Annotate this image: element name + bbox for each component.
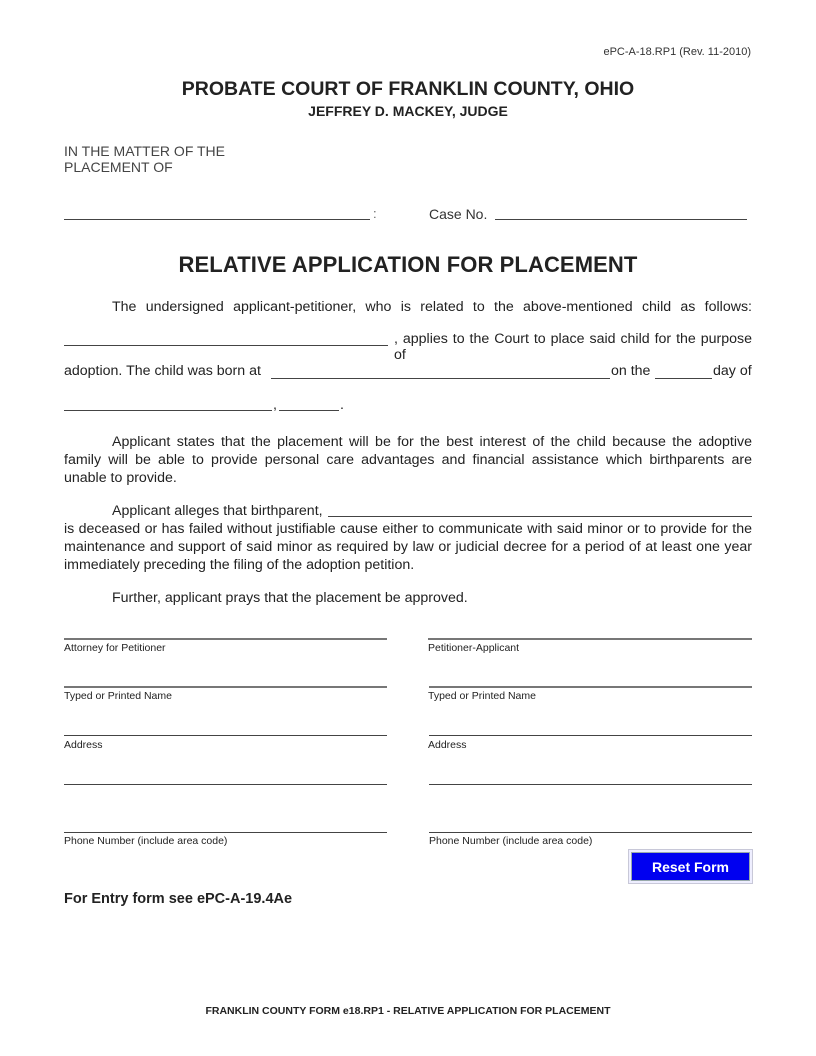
caption-colon: : [373, 206, 377, 221]
matter-caption [64, 143, 225, 175]
petitioner-address-line-2[interactable] [429, 784, 752, 785]
para1-born-at: adoption. The child was born at [64, 363, 261, 379]
attorney-signature-label: Attorney for Petitioner [64, 642, 166, 654]
birthparent-field[interactable] [328, 516, 752, 517]
document-title: RELATIVE APPLICATION FOR PLACEMENT [178, 252, 638, 277]
para1-intro: The undersigned applicant-petitioner, who is related to the above-mentioned child as follows: [112, 299, 752, 315]
reset-button-frame [628, 849, 753, 884]
petitioner-address-line-1[interactable] [429, 735, 752, 736]
para2-best-interest: Applicant states that the placement will be for the best interest of the child because the adoptive family will be able to provide personal care advantages and financial assistance which birthparents are unable to provide. [64, 434, 752, 486]
para1-applies: , applies to the Court to place said child for the purpose of [394, 331, 752, 363]
para3-intro: Applicant alleges that birthparent, [112, 503, 323, 519]
attorney-address-line-1[interactable] [64, 735, 387, 736]
form-id: ePC-A-18.RP1 (Rev. 11-2010) [603, 46, 751, 58]
petitioner-name-label: Typed or Printed Name [428, 690, 536, 702]
petitioner-name-line[interactable] [429, 686, 752, 688]
birthplace-field[interactable] [271, 378, 610, 379]
attorney-name-line[interactable] [64, 686, 387, 688]
case-no-field[interactable] [495, 219, 747, 220]
petitioner-phone-label: Phone Number (include area code) [429, 835, 593, 847]
court-name: PROBATE COURT OF FRANKLIN COUNTY, OHIO [181, 78, 635, 100]
petitioner-address-label: Address [428, 739, 467, 751]
entry-form-note: For Entry form see ePC-A-19.4Ae [64, 891, 293, 907]
attorney-address-label: Address [64, 739, 103, 751]
year-field[interactable] [279, 410, 339, 411]
case-no-label: Case No. [429, 206, 488, 222]
matter-line-1: IN THE MATTER OF THE [64, 143, 226, 159]
attorney-phone-label: Phone Number (include area code) [64, 835, 228, 847]
para1-on-the: on the [611, 363, 651, 379]
attorney-address-line-2[interactable] [64, 784, 387, 785]
para1-day-of: day of [713, 363, 752, 379]
child-name-field[interactable] [64, 219, 370, 220]
month-field[interactable] [64, 410, 272, 411]
attorney-name-label: Typed or Printed Name [64, 690, 172, 702]
attorney-phone-line[interactable] [64, 832, 387, 833]
reset-form-button[interactable]: Reset Form [631, 852, 750, 881]
day-field[interactable] [655, 378, 712, 379]
para3-allegation: is deceased or has failed without justifiable cause either to communicate with said minor or to provide for the maintenance and support of said minor as required by law or judicial decree for a period of at least one year immediately preceding the filing of the adoption petition. [64, 521, 752, 573]
judge-name: JEFFREY D. MACKEY, JUDGE [308, 103, 508, 119]
para4-prayer: Further, applicant prays that the placement be approved. [112, 590, 468, 606]
date-period: . [340, 397, 344, 413]
page-footer: FRANKLIN COUNTY FORM e18.RP1 - RELATIVE APPLICATION FOR PLACEMENT [205, 1005, 611, 1017]
attorney-signature-line[interactable] [64, 638, 387, 640]
petitioner-signature-line[interactable] [428, 638, 752, 640]
petitioner-phone-line[interactable] [429, 832, 752, 833]
date-comma: , [273, 397, 277, 413]
petitioner-signature-label: Petitioner-Applicant [428, 642, 520, 654]
relationship-field[interactable] [64, 345, 388, 346]
matter-line-2: PLACEMENT OF [64, 159, 173, 175]
